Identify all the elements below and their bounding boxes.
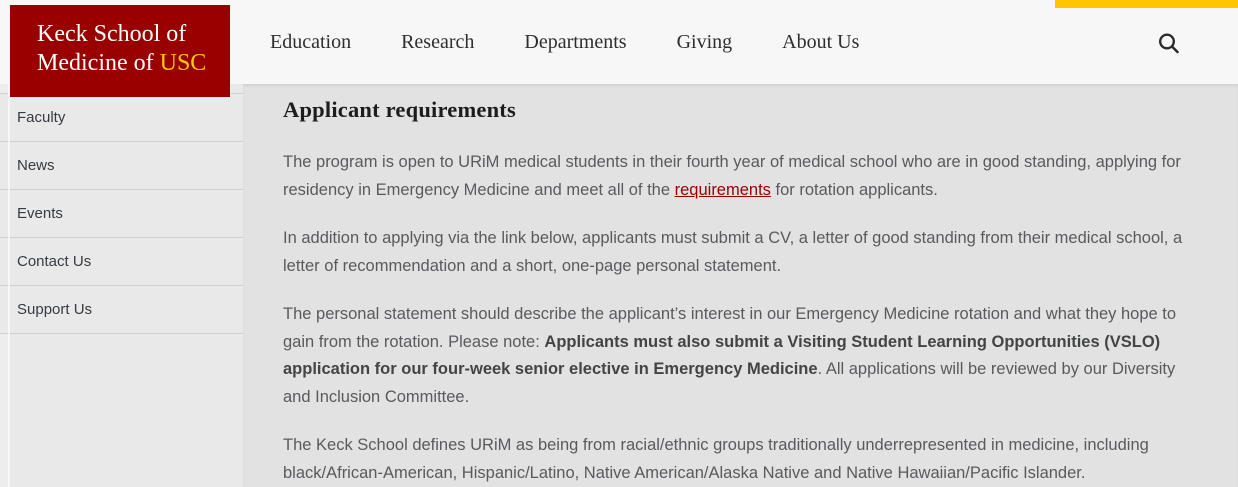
sidebar-item-events[interactable]: Events [0, 190, 243, 238]
logo-line-2-prefix: Medicine of [37, 50, 160, 76]
logo-usc-gold-text: USC [159, 50, 207, 76]
sidebar-item-support-us[interactable]: Support Us [0, 286, 243, 334]
paragraph-text: In addition to applying via the link below, applicants must submit a CV, a letter of good standing from their medical school, a letter of recommendation and a short, one-page personal statement. [283, 229, 1183, 275]
keck-usc-logo[interactable] [10, 5, 230, 97]
nav-item-about-us[interactable]: About Us [782, 30, 860, 53]
article-body [283, 149, 1185, 487]
paragraph-text: . All applications will be reviewed by our Diversity and Inclusion Committee. [283, 360, 1176, 406]
requirements-link[interactable]: requirements [674, 180, 771, 199]
search-icon [1156, 31, 1182, 57]
nav-item-departments[interactable]: Departments [524, 30, 627, 53]
nav-item-research[interactable]: Research [401, 30, 475, 53]
logo-line-1: Keck School of [37, 21, 187, 47]
main-nav [270, 0, 859, 84]
main-content [243, 84, 1238, 487]
vslo-bold-note: Applicants must also submit a Visiting Student Learning Opportunities (VSLO) application for our four-week senior elective in Emergency Medicine [283, 332, 1161, 378]
nav-item-education[interactable]: Education [270, 30, 352, 53]
paragraph [283, 301, 1185, 411]
paragraph [283, 225, 1185, 280]
sidebar-list [0, 93, 243, 334]
paragraph [283, 432, 1185, 487]
sidebar-nav [0, 93, 243, 334]
sidebar-item-news[interactable]: News [0, 142, 243, 190]
search-button[interactable] [1152, 29, 1186, 59]
paragraph-text: The personal statement should describe the applicant’s interest in our Emergency Medicine rotation and what they hope to gain from the rotation. Please note: [283, 305, 1177, 351]
paragraph [283, 149, 1185, 204]
nav-item-giving[interactable]: Giving [676, 30, 733, 53]
page-title: Applicant requirements [283, 97, 516, 122]
logo-line-2 [37, 49, 230, 78]
sidebar-item-contact-us[interactable]: Contact Us [0, 238, 243, 286]
left-edge-divider [8, 75, 10, 487]
paragraph-text: for rotation applicants. [770, 180, 938, 199]
sidebar-item-faculty[interactable]: Faculty [0, 94, 243, 142]
gold-accent-bar [1055, 0, 1238, 8]
paragraph-text: The Keck School defines URiM as being from racial/ethnic groups traditionally underrepresented in medicine, including black/African-American, Hispanic/Latino, Native American/Alaska Native and Native Hawaiian/Pacific Islander. [283, 436, 1149, 482]
paragraph-text: The program is open to URiM medical students in their fourth year of medical school who are in good standing, applying for residency in Emergency Medicine and meet all of the [283, 153, 1181, 199]
